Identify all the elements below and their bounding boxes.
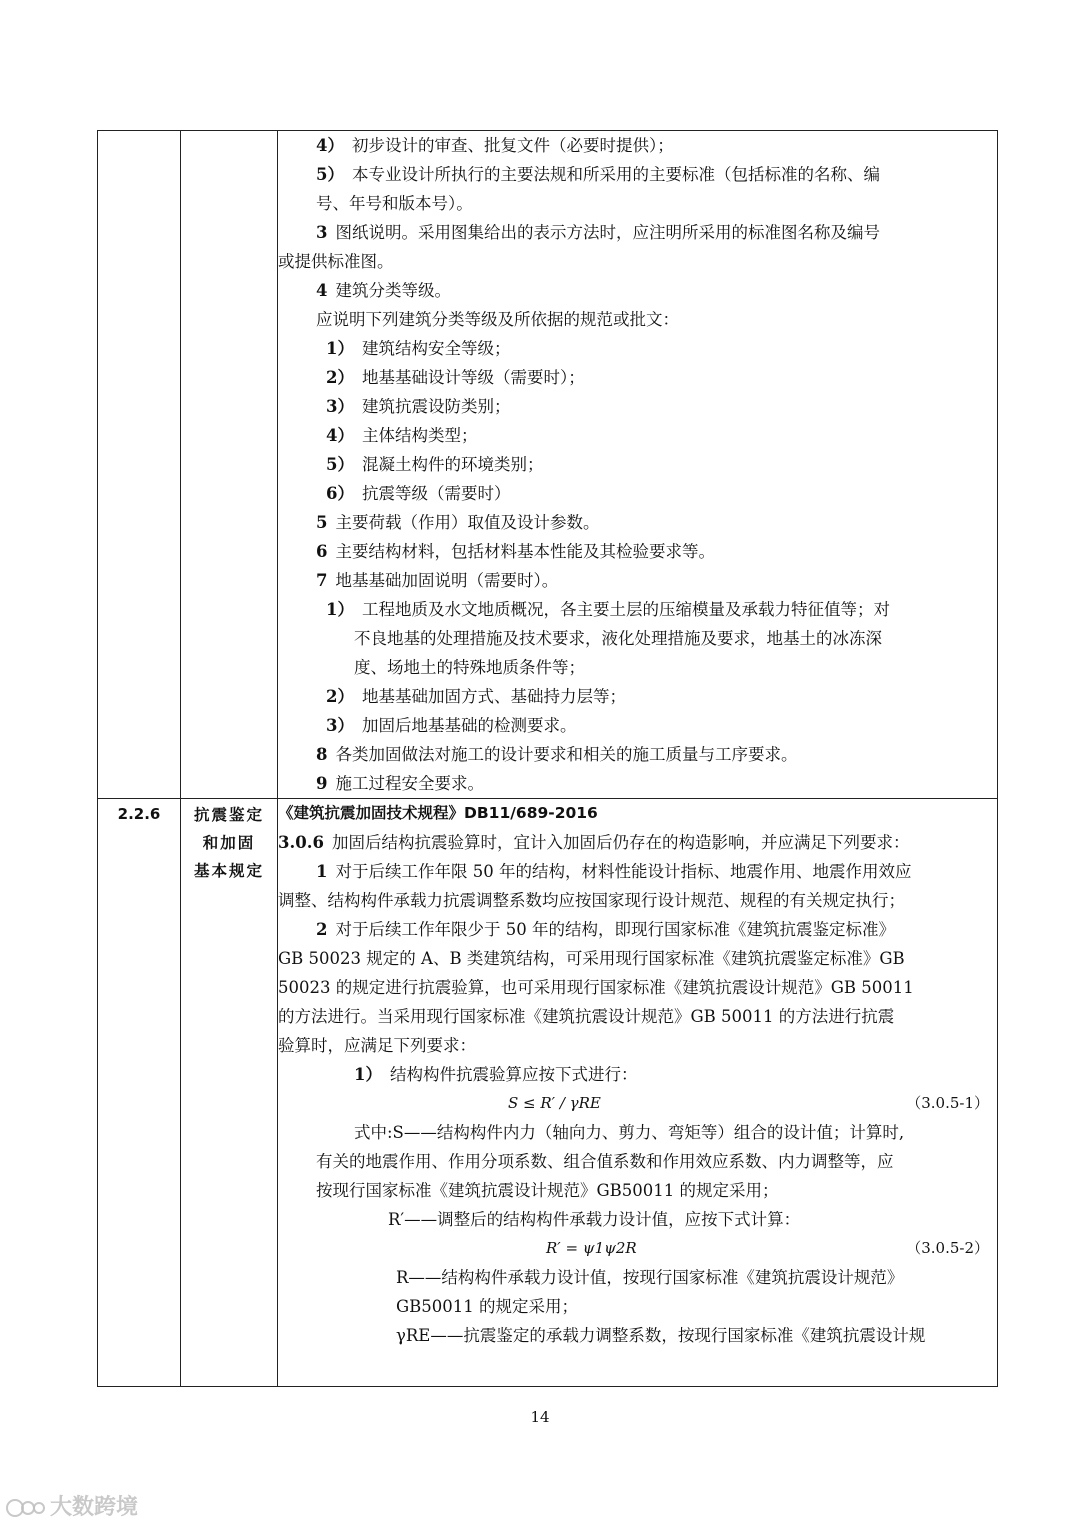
item-number: 1） [326, 339, 354, 358]
content-lines [278, 828, 997, 1089]
item-text: 地基基础设计等级（需要时）； [361, 368, 585, 387]
item-text: γRE——抗震鉴定的承载力调整系数，按现行国家标准《建筑抗震设计规 [396, 1326, 926, 1345]
formula-number: （3.0.5-2） [906, 1239, 989, 1257]
item-text: 验算时，应满足下列要求： [278, 1036, 476, 1055]
text-line [278, 682, 997, 711]
text-line [278, 392, 997, 421]
cell-title-empty [181, 131, 278, 799]
item-text: GB 50023 规定的 A、B 类建筑结构，可采用现行国家标准《建筑抗震鉴定标准》GB [278, 949, 905, 968]
item-number: 3 [316, 223, 328, 242]
item-text: 工程地质及水文地质概况，各主要土层的压缩模量及承载力特征值等；对 [361, 600, 890, 619]
formula-3-0-5-2 [278, 1234, 997, 1263]
text-line [278, 363, 997, 392]
item-text: 或提供标准图。 [278, 252, 394, 271]
item-text: 有关的地震作用、作用分项系数、组合值系数和作用效应系数、内力调整等，应 [316, 1152, 894, 1171]
item-number: 7 [316, 571, 328, 590]
text-line [278, 334, 997, 363]
text-line [278, 218, 997, 247]
text-line [278, 1060, 997, 1089]
text-line [278, 828, 997, 857]
content-lines [278, 1263, 997, 1350]
item-number: 5 [316, 513, 328, 532]
item-number: 4） [316, 136, 344, 155]
formula-expression: S ≤ R′ / γRE [508, 1094, 601, 1112]
item-text: GB50011 的规定采用； [396, 1297, 579, 1316]
text-line [278, 944, 997, 973]
text-line [278, 711, 997, 740]
item-number: 4） [326, 426, 354, 445]
section-title-line: 抗震鉴定 [193, 805, 264, 824]
item-number: 5） [326, 455, 354, 474]
content-lines [278, 1118, 997, 1234]
item-text: 度、场地土的特殊地质条件等； [354, 658, 585, 677]
item-text: R——结构构件承载力设计值，按现行国家标准《建筑抗震设计规范》 [396, 1268, 904, 1287]
text-line [278, 421, 997, 450]
text-line [278, 189, 997, 218]
text-line [278, 973, 997, 1002]
text-line [278, 595, 997, 624]
text-line [278, 1002, 997, 1031]
item-number: 8 [316, 745, 328, 764]
item-text: 加固后地基基础的检测要求。 [361, 716, 577, 735]
text-line [278, 1321, 997, 1350]
cell-content-1 [278, 131, 998, 799]
item-number: 1 [316, 862, 328, 881]
text-line [278, 740, 997, 769]
text-line [278, 857, 997, 886]
item-text: 主要荷载（作用）取值及设计参数。 [335, 513, 600, 532]
text-line [278, 1147, 997, 1176]
item-number: 2） [326, 368, 354, 387]
watermark-logo-icon [6, 1497, 46, 1519]
item-text: 对于后续工作年限少于 50 年的结构，即现行国家标准《建筑抗震鉴定标准》 [335, 920, 895, 939]
item-text: 主体结构类型； [361, 426, 478, 445]
item-text: 对于后续工作年限 50 年的结构，材料性能设计指标、地震作用、地震作用效应 [335, 862, 912, 881]
text-line [278, 915, 997, 944]
item-text: 主要结构材料，包括材料基本性能及其检验要求等。 [335, 542, 715, 561]
text-line [278, 1031, 997, 1060]
item-text: 结构构件抗震验算应按下式进行： [389, 1065, 638, 1084]
item-text: 地基基础加固说明（需要时）。 [335, 571, 559, 590]
formula-3-0-5-1 [278, 1089, 997, 1118]
text-line [278, 131, 997, 160]
item-text: 抗震等级（需要时） [361, 484, 511, 503]
item-number: 5） [316, 165, 344, 184]
text-line [278, 624, 997, 653]
section-title-line: 和加固 [202, 833, 256, 852]
item-number: 3.0.6 [278, 833, 324, 852]
text-line [278, 450, 997, 479]
item-number: 2 [316, 920, 328, 939]
text-line [278, 479, 997, 508]
item-text: 建筑抗震设防类别； [361, 397, 511, 416]
item-text: 不良地基的处理措施及技术要求，液化处理措施及要求，地基土的冰冻深 [354, 629, 882, 648]
item-number: 3） [326, 397, 354, 416]
item-text: 建筑分类等级。 [335, 281, 451, 300]
text-line [278, 1176, 997, 1205]
page-number: 14 [530, 1408, 550, 1426]
item-text: 本专业设计所执行的主要法规和所采用的主要标准（包括标准的名称、编 [351, 165, 880, 184]
text-line [278, 1118, 997, 1147]
item-number: 6） [326, 484, 354, 503]
item-number: 3） [326, 716, 354, 735]
item-text: 应说明下列建筑分类等级及所依据的规范或批文： [316, 310, 679, 329]
item-number: 4 [316, 281, 328, 300]
section-title-line: 基本规定 [193, 861, 264, 880]
cell-number-empty [98, 131, 181, 799]
text-line [278, 1205, 997, 1234]
formula-number: （3.0.5-1） [906, 1094, 989, 1112]
document-table [97, 130, 998, 1387]
item-text: 调整、结构构件承载力抗震调整系数均应按国家现行设计规范、规程的有关规定执行； [278, 891, 905, 910]
item-text: 地基基础加固方式、基础持力层等； [361, 687, 626, 706]
text-line [278, 653, 997, 682]
item-text: 号、年号和版本号）。 [316, 194, 473, 213]
item-text: 的方法进行。当采用现行国家标准《建筑抗震设计规范》GB 50011 的方法进行抗震 [278, 1007, 895, 1026]
item-number: 6 [316, 542, 328, 561]
item-text: 施工过程安全要求。 [335, 774, 484, 793]
item-number: 1） [326, 600, 354, 619]
item-text: R′——调整后的结构构件承载力设计值，应按下式计算： [388, 1210, 801, 1229]
text-line [278, 1263, 997, 1292]
item-text: 50023 的规定进行抗震验算，也可采用现行国家标准《建筑抗震设计规范》GB 50011 [278, 978, 914, 997]
item-text: 初步设计的审查、批复文件（必要时提供）； [351, 136, 674, 155]
item-text: 图纸说明。采用图集给出的表示方法时，应注明所采用的标准图名称及编号 [335, 223, 880, 242]
item-text: 建筑结构安全等级； [361, 339, 511, 358]
watermark [6, 1490, 138, 1521]
watermark-text: 大数跨境 [50, 1495, 139, 1520]
item-text: 各类加固做法对施工的设计要求和相关的施工质量与工序要求。 [335, 745, 798, 764]
text-line [278, 247, 997, 276]
standard-heading: 《建筑抗震加固技术规程》DB11/689-2016 [278, 804, 598, 822]
cell-section-number [98, 799, 181, 1387]
content-lines [278, 131, 997, 798]
item-number: 9 [316, 774, 328, 793]
cell-content-2 [278, 799, 998, 1387]
table-row [98, 131, 998, 799]
item-text: 混凝土构件的环境类别； [361, 455, 544, 474]
item-number: 2） [326, 687, 354, 706]
text-line [278, 886, 997, 915]
text-line [278, 160, 997, 189]
text-line [278, 508, 997, 537]
item-text: 式中:S——结构构件内力（轴向力、剪力、弯矩等）组合的设计值；计算时, [354, 1123, 905, 1142]
item-number: 1） [354, 1065, 382, 1084]
text-line [278, 537, 997, 566]
formula-expression: R′ = ψ1ψ2R [546, 1239, 637, 1257]
cell-section-title [181, 799, 278, 1387]
table-row [98, 799, 998, 1387]
section-title [181, 799, 277, 885]
item-text: 按现行国家标准《建筑抗震设计规范》GB50011 的规定采用； [316, 1181, 779, 1200]
text-line [278, 276, 997, 305]
text-line [278, 1292, 997, 1321]
text-line [278, 566, 997, 595]
item-text: 加固后结构抗震验算时，宜计入加固后仍存在的构造影响，并应满足下列要求： [331, 833, 910, 852]
text-line [278, 305, 997, 334]
section-number: 2.2.6 [117, 805, 161, 823]
text-line [278, 769, 997, 798]
